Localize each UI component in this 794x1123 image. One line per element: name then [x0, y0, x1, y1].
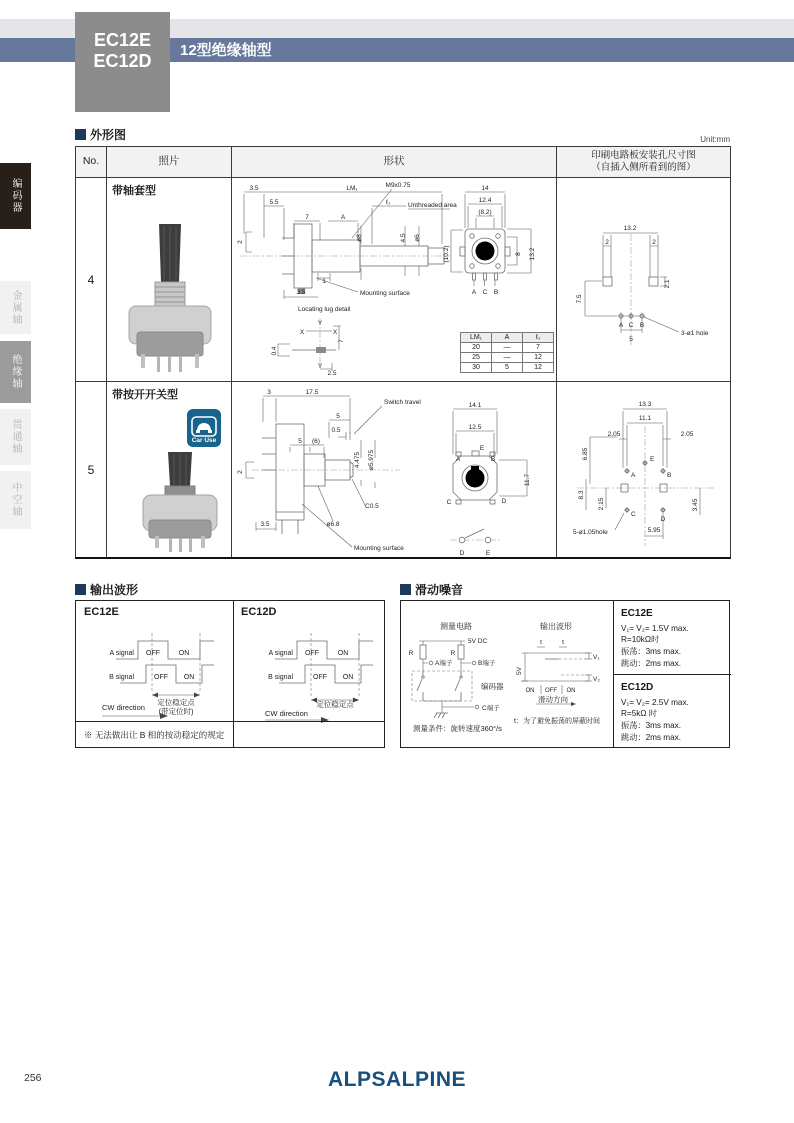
row4-photo-cell	[106, 177, 231, 381]
dim-label: Switch travel	[384, 399, 421, 406]
spec-model: EC12D	[621, 682, 654, 693]
dim-label: Unthreaded area	[408, 202, 457, 209]
dim-label: A	[340, 214, 346, 221]
dim-label: 14	[481, 185, 489, 192]
page-title: 12型绝缘轴型	[180, 42, 272, 59]
dim-label: ON	[178, 650, 190, 657]
dim-label: OFF	[146, 650, 160, 657]
row4-lm-table: LM₁ A ℓ₁ 20 — 7 25 — 12 30 5 12	[460, 332, 554, 373]
dim-label: 输出波形	[540, 622, 572, 631]
dim-label: t：为了避免振荡的屏蔽时间	[514, 718, 600, 725]
dim-label: 2	[652, 239, 656, 246]
dim-label: V₁	[593, 654, 600, 661]
section-square-icon	[75, 129, 86, 140]
waveform-ec12e-label: EC12E	[84, 606, 119, 618]
dim-label: t	[540, 639, 542, 646]
sidebar-tab-hollow-shaft[interactable]: 中空轴	[0, 471, 31, 529]
dim-label: 8	[515, 252, 522, 256]
dim-label: C	[631, 511, 636, 518]
section-title: 外形图	[90, 128, 127, 142]
dim-label: B signal	[268, 674, 293, 681]
dim-label: 2	[237, 240, 244, 244]
row5-no: 5	[76, 381, 106, 557]
dim-label: 2.05	[607, 431, 621, 438]
dim-label: B端子	[478, 660, 496, 667]
ec12d-waveform-diagram	[235, 619, 385, 723]
dim-label: 17.5	[305, 389, 319, 396]
dim-label: 13.3	[638, 401, 652, 408]
dim-label: 13.2	[529, 247, 536, 261]
model-box	[75, 12, 170, 112]
dim-label: 2.5	[327, 370, 337, 377]
dim-label: V₂	[593, 676, 600, 683]
dim-label: 7	[305, 214, 309, 221]
dim-label: ø6.8	[326, 521, 340, 528]
noise-circuit-diagram	[401, 601, 611, 746]
dim-label: C	[628, 322, 634, 329]
dim-label: Mounting surface	[360, 290, 410, 297]
dim-label: C端子	[482, 705, 500, 712]
dim-label: Mounting surface	[354, 545, 404, 552]
dim-label: CW direction	[265, 709, 308, 718]
dim-label: 定位稳定点	[316, 700, 354, 709]
dim-label: 12.5	[468, 424, 482, 431]
car-use-badge	[187, 409, 221, 447]
dim-label: 5.95	[647, 527, 661, 534]
sidebar-tab-encoder[interactable]: 编码器	[0, 163, 31, 229]
dim-label: (6)	[312, 438, 320, 445]
dim-label: 4.475	[354, 451, 361, 469]
dim-label: 7	[338, 339, 345, 343]
row4-pcb-drawing	[557, 178, 730, 381]
dim-label: 3.5	[249, 185, 259, 192]
page-number: 256	[24, 1072, 42, 1084]
dim-label: D	[660, 516, 666, 523]
dim-label: R	[450, 650, 456, 657]
row5-type-label: 带按开开关型	[112, 389, 178, 401]
dim-label: 0.4	[271, 346, 278, 356]
dim-label: 2.05	[680, 431, 694, 438]
dim-label: B	[490, 456, 496, 463]
dim-label: ON	[183, 674, 195, 681]
dim-label: CW direction	[102, 703, 145, 712]
row5-shape-drawing	[232, 382, 557, 557]
row4-type-label: 带轴套型	[112, 185, 156, 197]
dim-label: E	[485, 550, 491, 557]
dim-label: 2	[605, 239, 609, 246]
dim-label: (8.2)	[478, 209, 492, 216]
dim-label: C	[482, 289, 488, 296]
dim-label: 5V DC	[468, 638, 488, 645]
dim-label: 3	[267, 389, 271, 396]
dim-label: ON	[337, 650, 349, 657]
sidebar-tab-metal-shaft[interactable]: 金属轴	[0, 281, 31, 334]
dim-label: A signal	[268, 650, 293, 657]
dim-label: OFF	[313, 674, 327, 681]
dim-label: ø6	[414, 234, 421, 242]
dim-label: A端子	[435, 660, 453, 667]
dim-label: 3.45	[692, 498, 699, 512]
dim-label: ℓ₁	[385, 199, 391, 206]
dim-label: Y	[317, 363, 323, 370]
noise-box	[400, 600, 730, 748]
dim-label: ø5.975	[368, 449, 375, 471]
dim-label: M9x0.75	[385, 182, 411, 189]
row4-pcb-cell	[556, 177, 730, 381]
dim-label: 编码器	[481, 682, 504, 691]
ec12e-waveform-diagram	[76, 619, 232, 723]
dim-label: 2.15	[598, 497, 605, 511]
dim-label: 5-ø1.05hole	[573, 529, 608, 536]
dim-label: D	[501, 498, 507, 505]
dim-label: 5	[298, 438, 302, 445]
dim-label: 6.85	[582, 447, 589, 461]
dim-label: 5V	[516, 667, 523, 675]
dim-label: B	[667, 472, 672, 479]
dim-label: ON	[342, 674, 354, 681]
dim-label: 12.4	[478, 197, 492, 204]
col-header-pcb: 印刷电路板安装孔尺寸图 （自插入侧所看到的图）	[556, 147, 730, 177]
dim-label: X	[332, 329, 338, 336]
dim-label: 测量电路	[440, 622, 472, 631]
section-title: 滑动噪音	[415, 583, 464, 597]
dim-label: D	[459, 550, 465, 557]
dim-label: 7.5	[576, 294, 583, 304]
col-header-shape: 形状	[231, 147, 556, 177]
dim-label: 3-ø1 hole	[681, 330, 709, 337]
dim-label: LM₁	[346, 185, 358, 192]
dim-label: (10.2)	[443, 245, 450, 263]
dim-label: 5	[629, 336, 633, 343]
dim-label: ON	[525, 688, 535, 694]
dim-label: A	[618, 322, 624, 329]
dim-label: Locating lug detail	[298, 306, 351, 313]
dim-label: 3.5	[260, 521, 270, 528]
dim-label: (带定位时)	[158, 707, 194, 716]
dim-label: B	[493, 289, 499, 296]
model-name-1: EC12E	[93, 30, 152, 50]
alps-alpine-logo: ALPSALPINE	[327, 1068, 466, 1091]
dim-label: 0.5	[331, 427, 341, 434]
ec12d-spec-block: EC12D V₁= V₂= 2.5V max. R=5kΩ 时 振荡：3ms max. 跳动：2ms max.	[614, 674, 731, 749]
row4-no: 4	[76, 177, 106, 381]
row4-product-photo	[125, 220, 215, 376]
waveform-ec12d-label: EC12D	[241, 606, 277, 618]
section-square-icon	[400, 584, 411, 595]
spec-model: EC12E	[621, 608, 653, 619]
dim-label: X	[299, 329, 305, 336]
section-square-icon	[75, 584, 86, 595]
dim-label: Y	[317, 320, 323, 327]
car-icon	[190, 416, 218, 438]
row5-photo-cell	[106, 381, 231, 557]
dim-label: 5.5	[269, 199, 279, 206]
waveform-note: ※ 无法做出让 B 相的按动稳定的规定	[76, 721, 384, 747]
dim-label: t	[562, 639, 564, 646]
dim-label: B	[639, 322, 645, 329]
dim-label: OFF	[305, 650, 319, 657]
section-title: 输出波形	[90, 583, 139, 597]
dim-label: A signal	[109, 650, 134, 657]
dim-label: E	[479, 445, 485, 452]
dim-label: 滑动方向	[538, 695, 568, 704]
dim-label: R	[408, 650, 414, 657]
dim-label: 测量条件：旋转速度360°/s	[413, 724, 502, 733]
section-heading-outline	[75, 126, 126, 143]
dim-label: A	[455, 456, 461, 463]
dim-label: ø8	[356, 234, 363, 242]
dim-label: OFF	[545, 688, 557, 694]
sidebar-tab-through-shaft[interactable]: 贯通轴	[0, 409, 31, 465]
outline-table	[75, 146, 731, 559]
dim-label: A	[631, 472, 636, 479]
dim-label: 14.1	[468, 402, 482, 409]
car-use-label: Car Use	[191, 436, 217, 444]
row5-pcb-cell	[556, 381, 730, 557]
dim-label: C0.5	[365, 503, 379, 510]
dim-label: 4.5	[400, 233, 407, 243]
row5-product-photo	[135, 450, 225, 554]
model-name-2: EC12D	[93, 51, 152, 71]
dim-label: ON	[566, 688, 576, 694]
dim-label: 3.5	[296, 289, 306, 296]
dim-label: E	[650, 456, 655, 463]
col-header-photo: 照片	[106, 147, 231, 177]
dim-label: 11.7	[524, 473, 531, 487]
ec12e-spec-block: EC12E V₁= V₂= 1.5V max. R=10kΩ时 振荡：3ms max. 跳动：2ms max.	[614, 601, 731, 674]
dim-label: 2.1	[664, 279, 671, 289]
dim-label: 8.3	[578, 490, 585, 500]
section-heading-noise	[400, 581, 463, 598]
dim-label: C	[446, 499, 452, 506]
dim-label: B signal	[109, 674, 134, 681]
waveform-box	[75, 600, 385, 748]
dim-label: A	[471, 289, 477, 296]
sidebar-tab-insulated-shaft[interactable]: 绝缘轴	[0, 341, 31, 403]
unit-label: Unit:mm	[700, 135, 730, 144]
dim-label: OFF	[154, 674, 168, 681]
dim-label: 2	[237, 470, 244, 474]
dim-label: 11.1	[638, 415, 652, 422]
row5-pcb-drawing	[557, 382, 730, 557]
col-header-no: No.	[76, 147, 106, 177]
dim-label: 1	[322, 278, 326, 285]
section-heading-waveform	[75, 581, 138, 598]
dim-label: 5	[336, 413, 340, 420]
row5-shape-cell	[231, 381, 556, 557]
dim-label: 定位稳定点	[157, 698, 195, 707]
row4-shape-cell	[231, 177, 556, 381]
dim-label: 13.2	[623, 225, 637, 232]
